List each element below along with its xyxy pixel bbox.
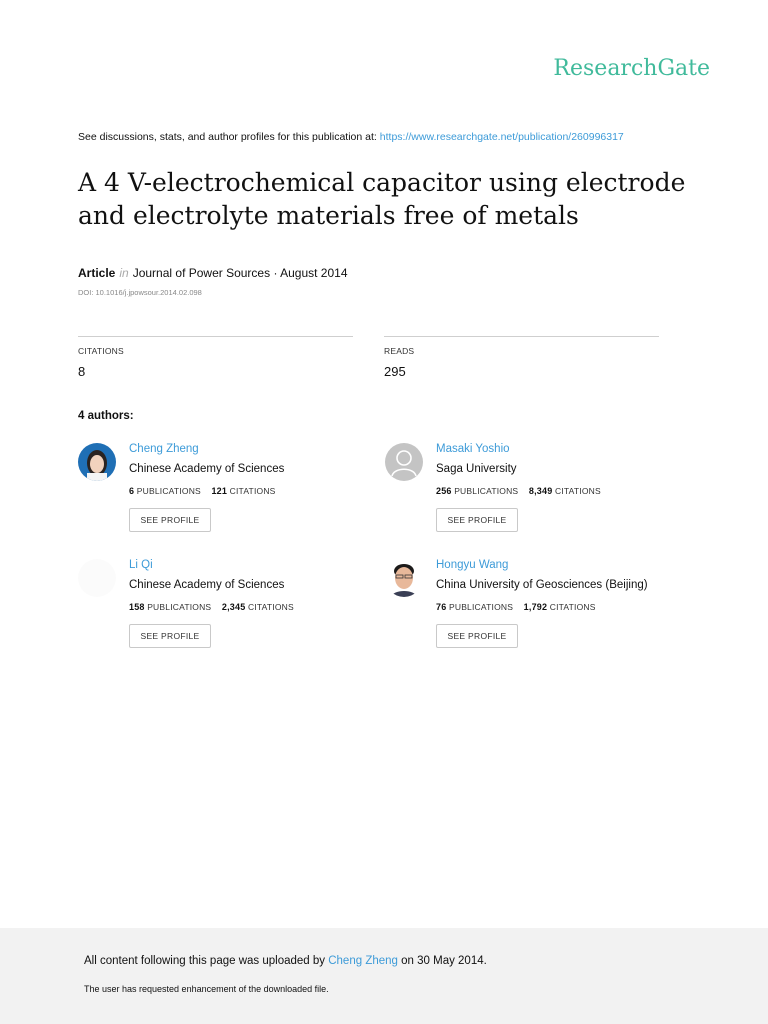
author-institution[interactable]: Chinese Academy of Sciences bbox=[129, 579, 285, 591]
publication-title: A 4 V-electrochemical capacitor using electrode and electrolyte materials free of metals bbox=[78, 168, 686, 230]
publication-meta bbox=[78, 266, 348, 280]
author-card bbox=[385, 443, 685, 553]
author-name[interactable]: Masaki Yoshio bbox=[436, 443, 510, 455]
upload-suffix: on 30 May 2014. bbox=[401, 955, 487, 967]
citations-label: CITATIONS bbox=[554, 486, 601, 496]
author-name[interactable]: Li Qi bbox=[129, 559, 153, 571]
author-avatar[interactable] bbox=[385, 559, 423, 597]
discussion-text: See discussions, stats, and author profiles for this publication at: bbox=[78, 131, 377, 143]
researchgate-logo[interactable]: ResearchGate bbox=[553, 56, 710, 81]
citations-count: 1,792 bbox=[523, 602, 548, 612]
journal-source[interactable]: Journal of Power Sources · August 2014 bbox=[132, 266, 348, 280]
author-card bbox=[78, 559, 378, 669]
publications-label: PUBLICATIONS bbox=[454, 486, 519, 496]
upload-info bbox=[84, 955, 487, 967]
author-stats bbox=[436, 602, 596, 612]
author-name[interactable]: Hongyu Wang bbox=[436, 559, 509, 571]
citations-count: 8,349 bbox=[528, 486, 553, 496]
author-avatar[interactable] bbox=[78, 443, 116, 481]
upload-prefix: All content following this page was uploaded by bbox=[84, 955, 326, 967]
in-label: in bbox=[119, 266, 129, 280]
publication-type: Article bbox=[78, 266, 116, 280]
see-profile-button[interactable]: SEE PROFILE bbox=[436, 624, 518, 648]
enhancement-note: The user has requested enhancement of the downloaded file. bbox=[84, 984, 329, 994]
author-name[interactable]: Cheng Zheng bbox=[129, 443, 199, 455]
author-institution[interactable]: China University of Geosciences (Beijing) bbox=[436, 579, 648, 591]
publications-label: PUBLICATIONS bbox=[147, 602, 212, 612]
author-stats bbox=[436, 486, 601, 496]
author-institution[interactable]: Chinese Academy of Sciences bbox=[129, 463, 285, 475]
reads-label: READS bbox=[384, 346, 415, 356]
reads-value: 295 bbox=[384, 364, 406, 379]
author-card bbox=[385, 559, 685, 669]
author-institution[interactable]: Saga University bbox=[436, 463, 517, 475]
see-profile-button[interactable]: SEE PROFILE bbox=[436, 508, 518, 532]
authors-heading: 4 authors: bbox=[78, 410, 134, 422]
author-card bbox=[78, 443, 378, 553]
publications-count: 158 bbox=[129, 602, 145, 612]
citations-stat bbox=[78, 336, 353, 379]
default-avatar-icon[interactable] bbox=[385, 443, 423, 481]
citations-label: CITATIONS bbox=[78, 346, 124, 356]
publications-label: PUBLICATIONS bbox=[448, 602, 514, 612]
see-profile-button[interactable]: SEE PROFILE bbox=[129, 624, 211, 648]
citations-label: CITATIONS bbox=[247, 602, 294, 612]
uploader-link[interactable]: Cheng Zheng bbox=[328, 955, 398, 967]
author-avatar[interactable] bbox=[78, 559, 116, 597]
publications-count: 256 bbox=[436, 486, 452, 496]
citations-label: CITATIONS bbox=[229, 486, 276, 496]
citations-label: CITATIONS bbox=[549, 602, 596, 612]
doi: DOI: 10.1016/j.jpowsour.2014.02.098 bbox=[78, 288, 202, 297]
author-stats bbox=[129, 602, 294, 612]
publication-link[interactable]: https://www.researchgate.net/publication/260996317 bbox=[379, 131, 624, 143]
discussion-line bbox=[78, 131, 624, 143]
reads-stat bbox=[384, 336, 659, 379]
publications-count: 6 bbox=[129, 486, 135, 496]
footer bbox=[0, 928, 768, 1024]
citations-value: 8 bbox=[78, 364, 86, 379]
citations-count: 121 bbox=[211, 486, 228, 496]
citations-count: 2,345 bbox=[221, 602, 246, 612]
publications-label: PUBLICATIONS bbox=[136, 486, 201, 496]
see-profile-button[interactable]: SEE PROFILE bbox=[129, 508, 211, 532]
publications-count: 76 bbox=[436, 602, 447, 612]
author-stats bbox=[129, 486, 276, 496]
